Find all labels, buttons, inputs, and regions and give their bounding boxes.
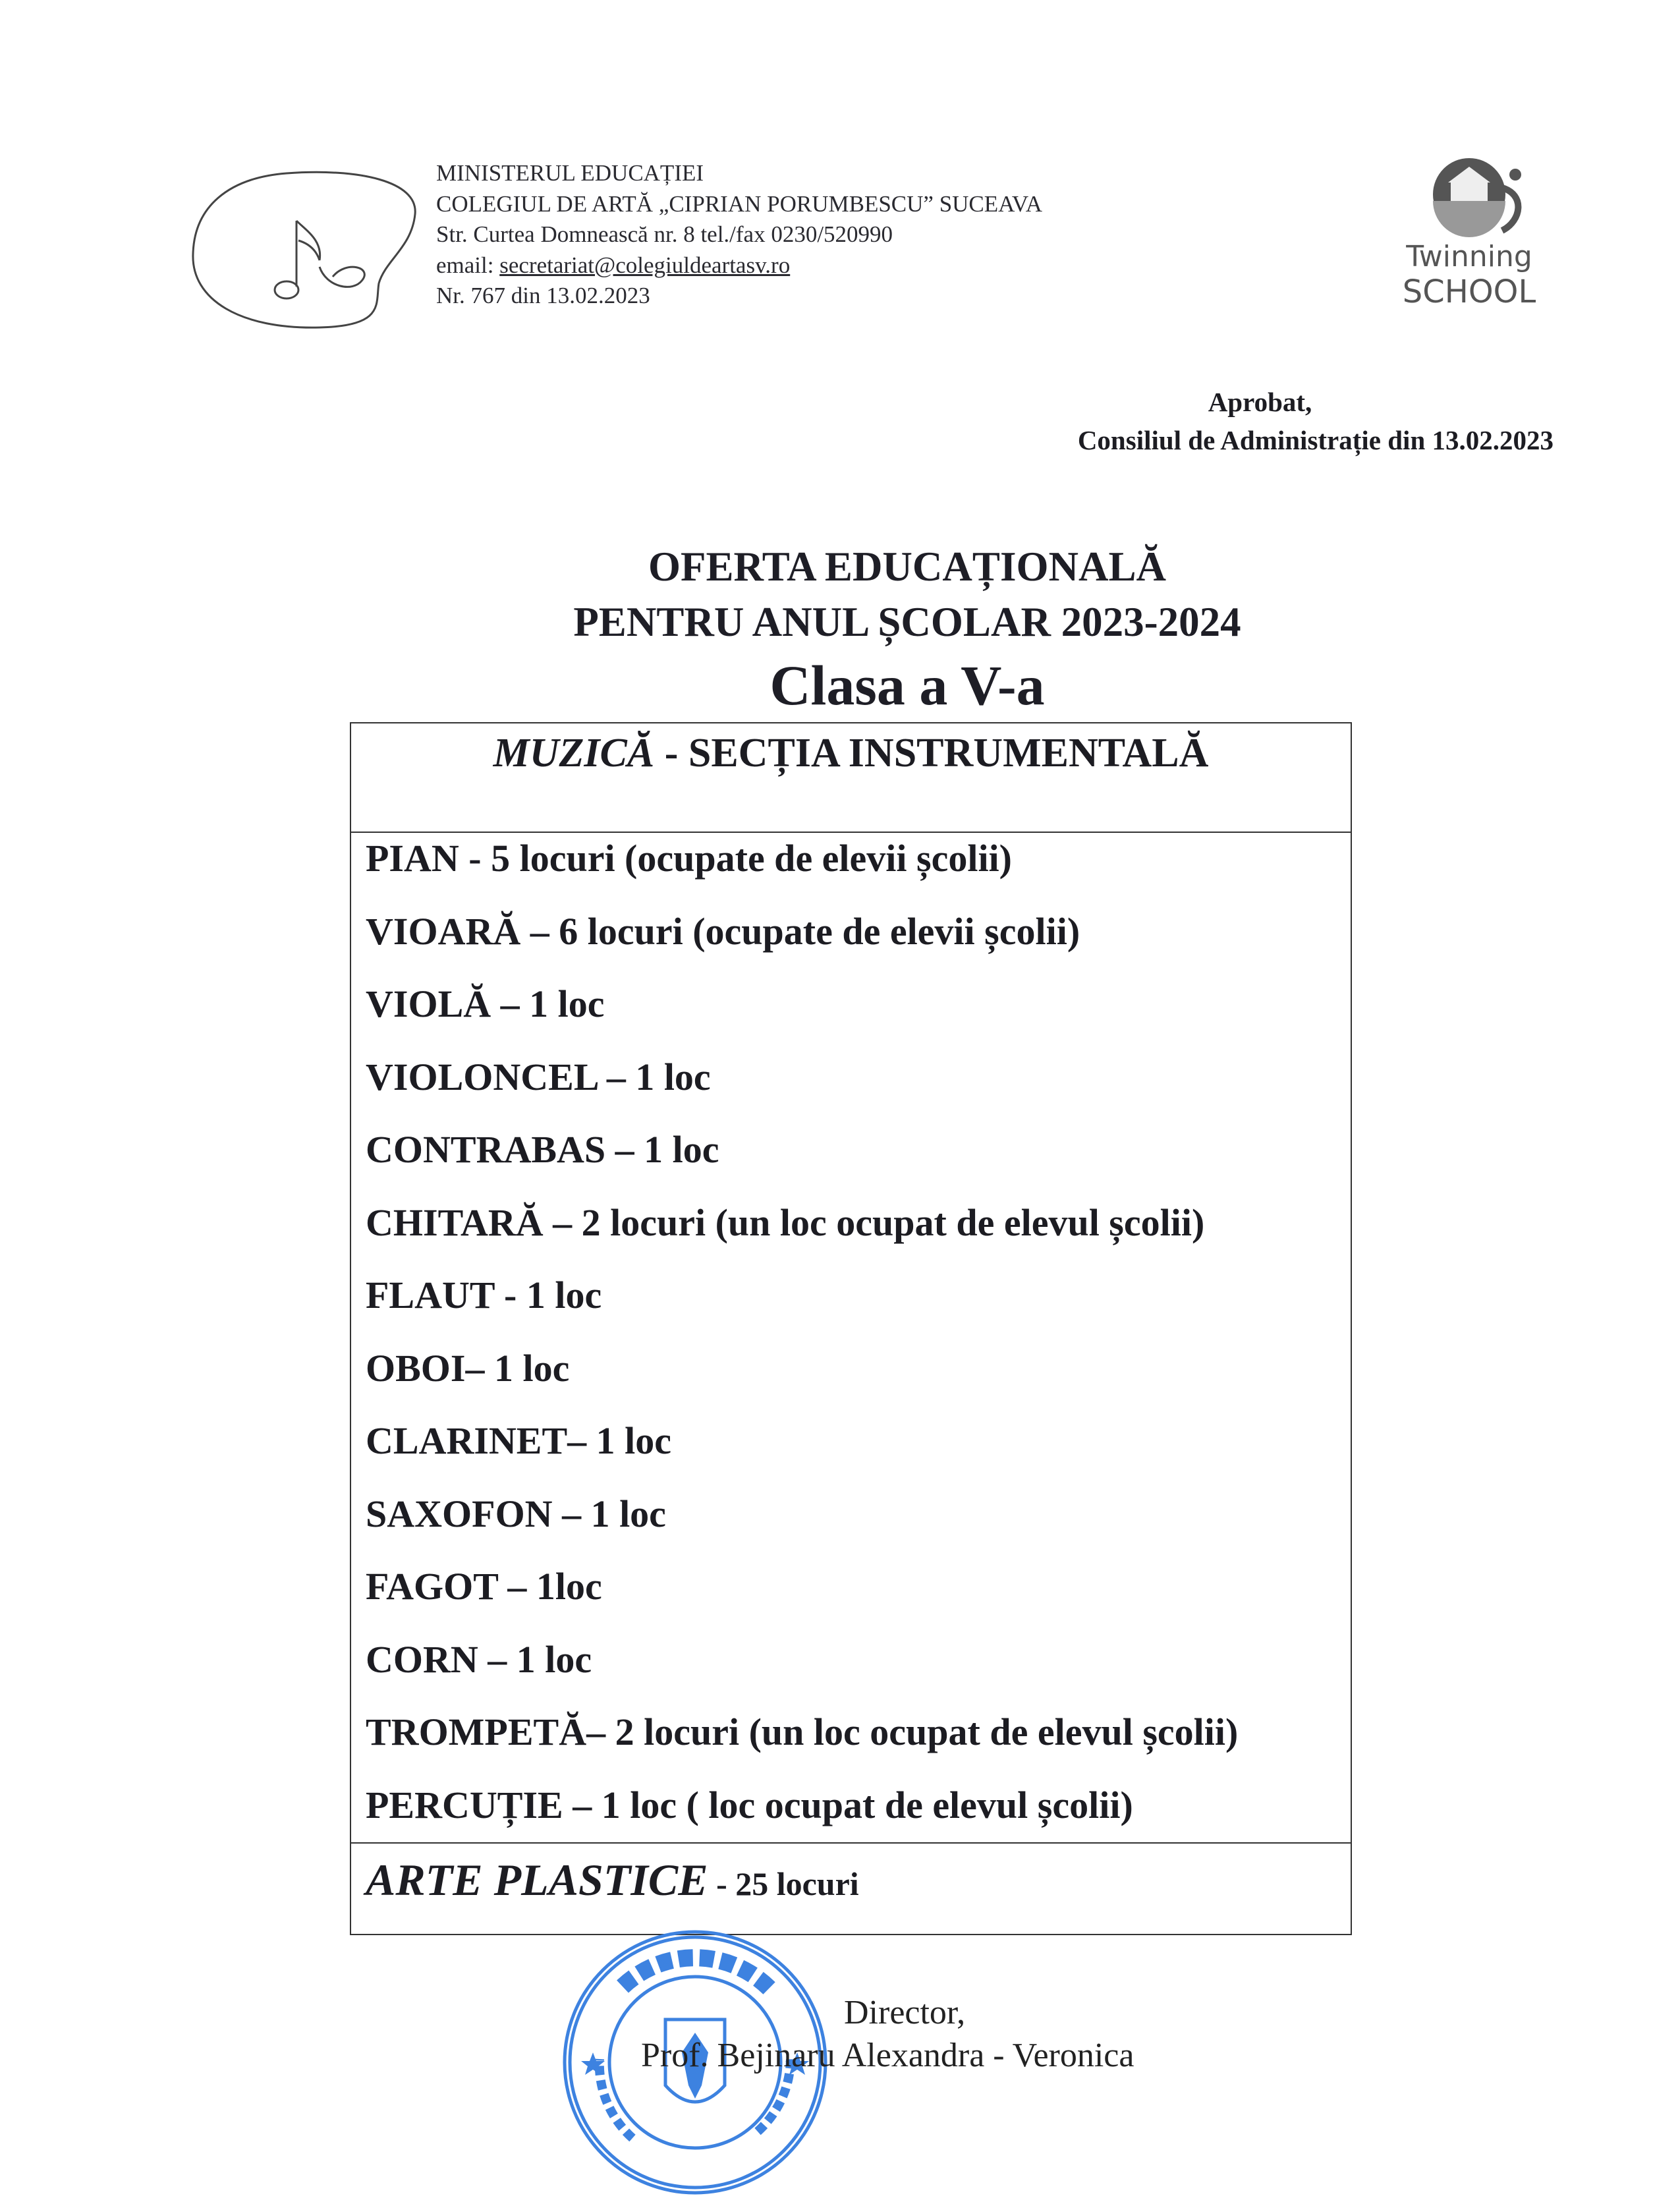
approval-council: Consiliul de Administrație din 13.02.2023 (1077, 425, 1554, 455)
document-subtitle: PENTRU ANUL ȘCOLAR 2023-2024 (573, 599, 1241, 645)
list-item: TROMPETĂ– 2 locuri (un loc ocupat de elevul școlii) (366, 1710, 1239, 1753)
list-item: FAGOT – 1loc (366, 1565, 602, 1608)
instrument-list (351, 822, 1351, 1844)
signature-name: Prof. Bejinaru Alexandra - Veronica (641, 2037, 1134, 2074)
list-item: CHITARĂ – 2 locuri (un loc ocupat de elevul școlii) (366, 1201, 1205, 1244)
list-item: OBOI– 1 loc (366, 1346, 570, 1390)
email-label: email: (436, 252, 500, 278)
school-building-icon (1403, 148, 1535, 240)
offer-table (350, 722, 1352, 1935)
letterhead (436, 158, 1042, 312)
list-item: FLAUT - 1 loc (366, 1274, 602, 1316)
class-title: Clasa a V-a (770, 654, 1045, 717)
list-item: VIOLĂ – 1 loc (366, 982, 605, 1025)
document-title: OFERTA EDUCAȚIONALĂ (648, 544, 1166, 590)
email-link[interactable]: secretariat@colegiuldeartasv.ro (499, 252, 791, 278)
school-name: COLEGIUL DE ARTĂ „CIPRIAN PORUMBESCU” SUCEAVA (436, 190, 1042, 217)
approval-label: Aprobat, (1208, 387, 1312, 417)
section-subtitle: - SECȚIA INSTRUMENTALĂ (654, 731, 1209, 776)
arte-plastice-label: ARTE PLASTICE (366, 1855, 708, 1905)
list-item: CONTRABAS – 1 loc (366, 1128, 719, 1171)
section-name: MUZICĂ (493, 731, 655, 776)
twinning-logo-line1: Twinning (1406, 240, 1532, 273)
registration-number: Nr. 767 din 13.02.2023 (436, 283, 650, 308)
list-item: CORN – 1 loc (366, 1637, 592, 1681)
list-item: CLARINET– 1 loc (366, 1419, 672, 1462)
twinning-logo-line2: SCHOOL (1402, 273, 1536, 310)
twinning-school-logo (1390, 148, 1548, 310)
ministry-name: MINISTERUL EDUCAȚIEI (436, 160, 704, 186)
arte-plastice-value: - 25 locuri (708, 1865, 859, 1902)
school-logo-music-note-icon (188, 168, 425, 333)
school-address: Str. Curtea Domnească nr. 8 tel./fax 0230/520990 (436, 221, 893, 247)
list-item: PERCUȚIE – 1 loc ( loc ocupat de elevul școlii) (366, 1783, 1133, 1826)
signature-role: Director, (844, 1994, 966, 2031)
list-item: SAXOFON – 1 loc (366, 1492, 666, 1535)
list-item: VIOLONCEL – 1 loc (366, 1055, 711, 1098)
list-item: PIAN - 5 locuri (ocupate de elevii școlii) (366, 837, 1012, 880)
section-header (351, 723, 1351, 833)
arte-plastice-row (351, 1844, 1351, 1929)
list-item: VIOARĂ – 6 locuri (ocupate de elevii școlii) (366, 909, 1080, 953)
